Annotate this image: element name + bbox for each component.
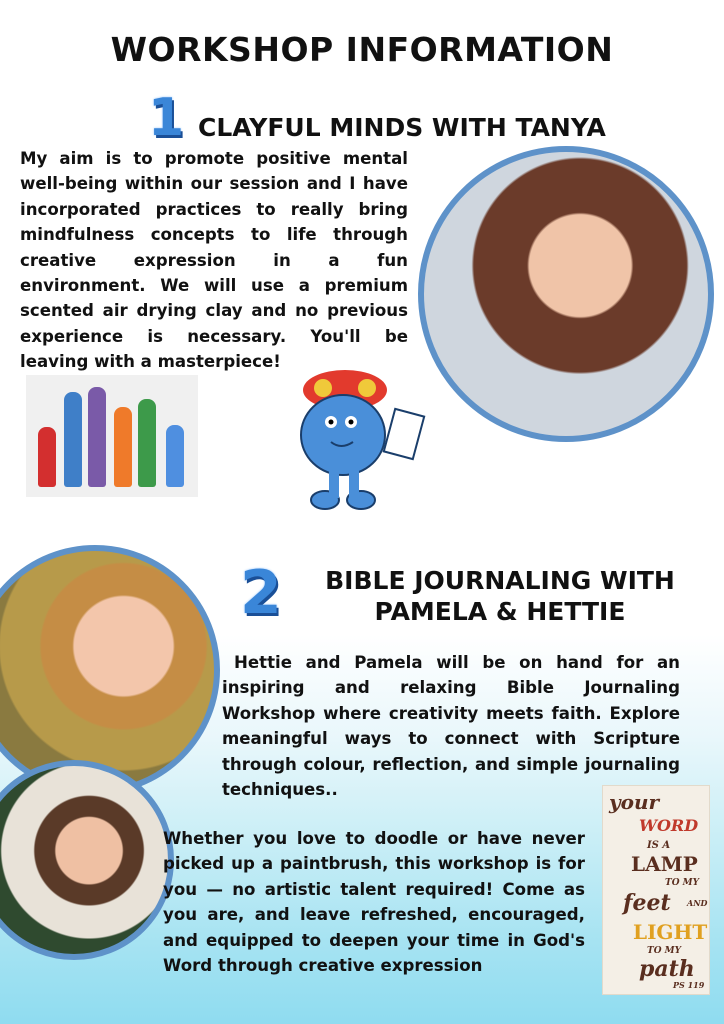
journal-line: AND <box>687 898 708 908</box>
tanya-photo <box>418 146 714 442</box>
little-miss-character-image <box>293 360 433 515</box>
journal-line: IS A <box>647 840 671 851</box>
workshop-1-description: My aim is to promote positive mental well-being within our session and I have incorporated practices to really bring mindfulness concepts to life through creative expression in a fun environment. We will use a premium scented air drying clay and no previous experience is necessary. You'll be leaving with a masterpiece! <box>20 149 408 372</box>
page-title: WORKSHOP INFORMATION <box>110 30 614 69</box>
journal-line: WORD <box>639 816 699 835</box>
clay-figures-photo <box>26 375 198 497</box>
journal-line: LIGHT <box>633 920 708 944</box>
journal-line: PS 119 <box>673 980 705 990</box>
workshop-number-2: 2 <box>240 558 282 628</box>
pamela-photo <box>0 545 220 795</box>
journal-line: your <box>609 790 660 814</box>
workshop-1-heading: CLAYFUL MINDS WITH TANYA <box>198 113 606 142</box>
workshop-2-description-1: Hettie and Pamela will be on hand for an inspiring and relaxing Bible Journaling Workshop where creativity meets faith. Explore meaningful ways to connect with Scripture through colour, reflection, and simple journaling techniques.. <box>222 653 680 800</box>
journal-line: TO MY <box>665 878 700 888</box>
hettie-photo <box>0 760 174 960</box>
journal-line: LAMP <box>631 852 698 876</box>
journal-line: path <box>639 956 695 982</box>
workshop-2-heading: BIBLE JOURNALING WITH PAMELA & HETTIE <box>325 566 675 627</box>
journal-line: TO MY <box>647 946 682 956</box>
workshop-number-1: 1 <box>148 88 185 148</box>
journal-line: feet <box>623 890 671 916</box>
journal-page-image <box>602 785 710 995</box>
workshop-2-description-2: Whether you love to doodle or have never picked up a paintbrush, this workshop is for you — no artistic talent required! Come as you are, and leave refreshed, encouraged, and equipped to deepen your time in God's Word through creative expression <box>163 829 585 976</box>
